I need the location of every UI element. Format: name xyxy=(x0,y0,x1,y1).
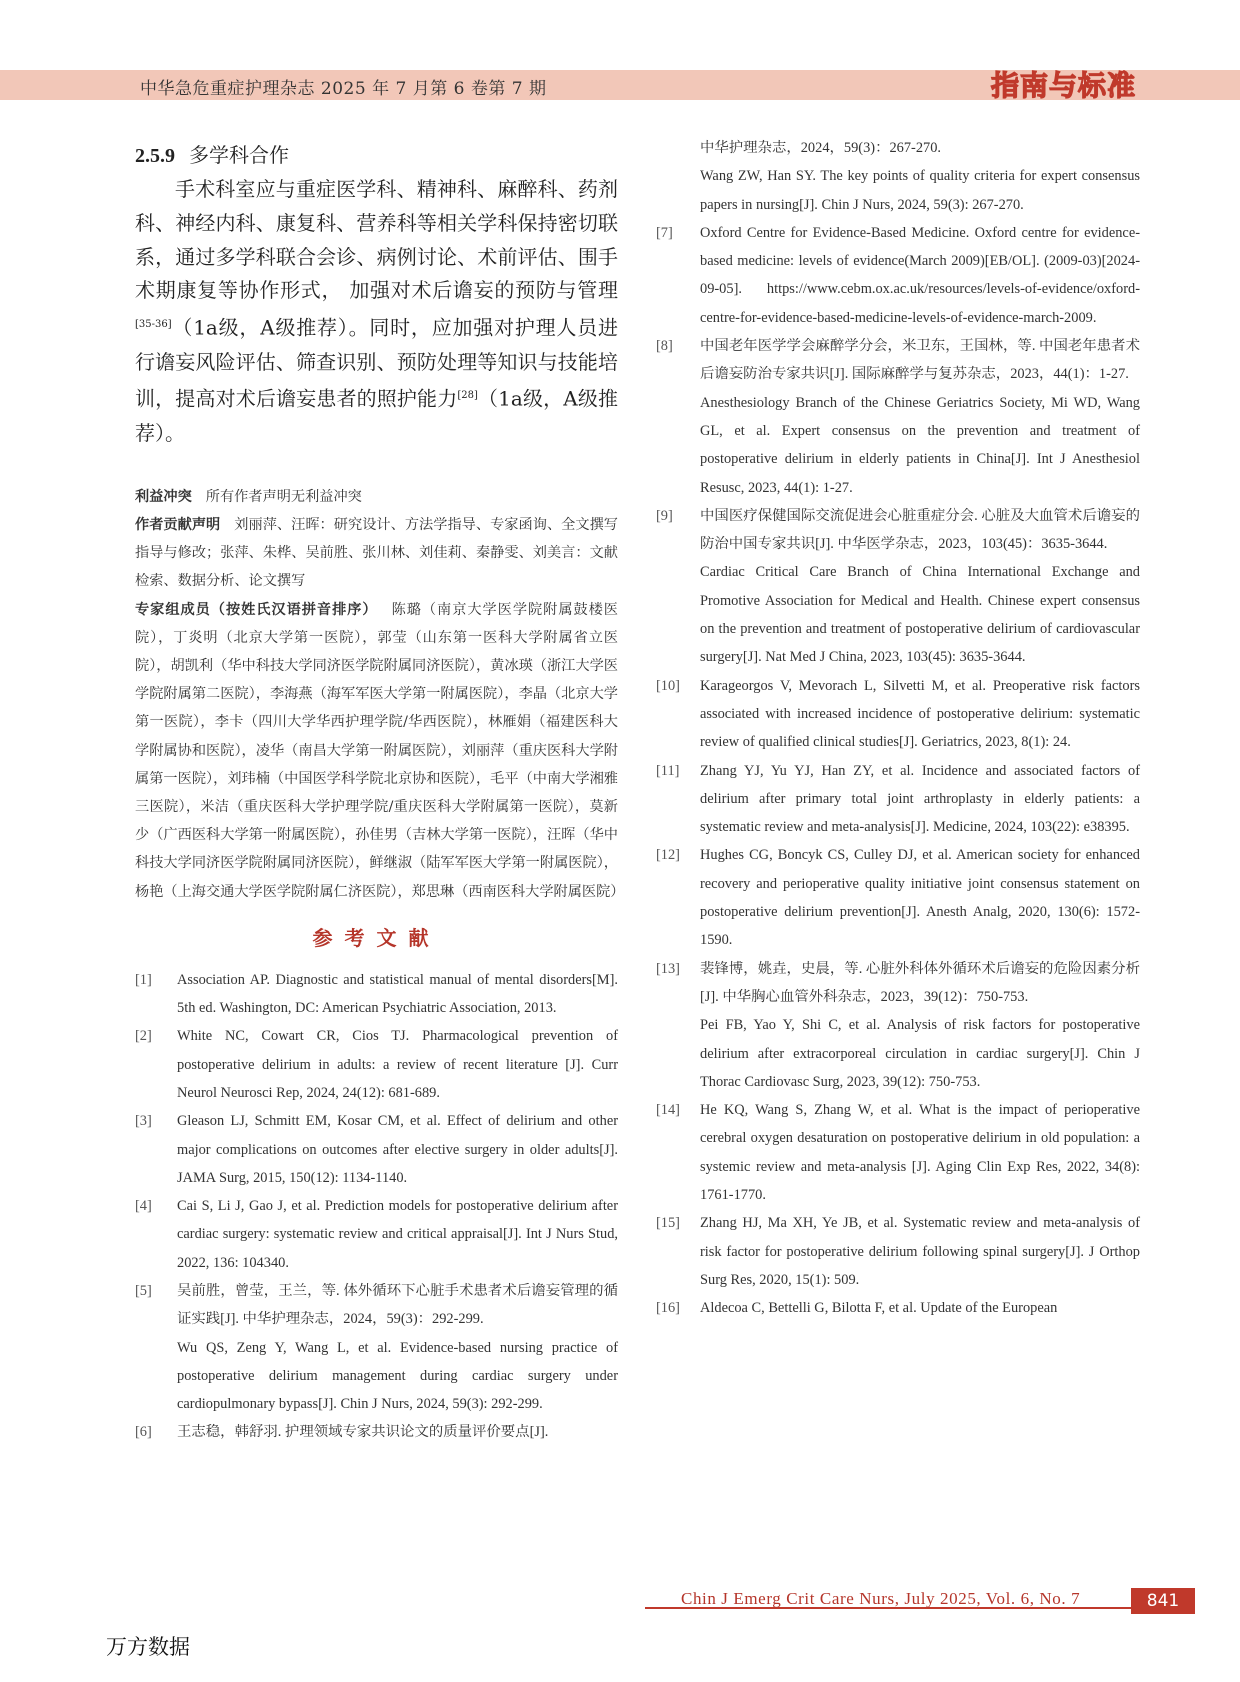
experts-label: 专家组成员（按姓氏汉语拼音排序） xyxy=(135,601,378,618)
reference-text: 裴锋博，姚垚，史晨，等. 心脏外科体外循环术后谵妄的危险因素分析[J]. 中华胸心血管外科杂志，2023，39(12)：750-753. xyxy=(700,960,1140,1005)
reference-item xyxy=(135,1192,618,1277)
section-number: 2.5.9 xyxy=(135,145,175,167)
right-column xyxy=(656,134,1140,1322)
reference-text: Gleason LJ, Schmitt EM, Kosar CM, et al. Effect of delirium and other major complications on outcomes after elective surgery in older adults[J]. JAMA Surg, 2015, 150(12): 1134-1140. xyxy=(177,1113,618,1186)
conflict-text: 所有作者声明无利益冲突 xyxy=(205,488,362,505)
contribution-statement xyxy=(135,511,618,596)
reference-text: Pei FB, Yao Y, Shi C, et al. Analysis of risk factors for postoperative delirium after extracorporeal circulation in cardiac surgery[J]. Chin J Thorac Cardiovasc Surg, 2023, 39(12): 750-753. xyxy=(700,1017,1140,1090)
experts-statement xyxy=(135,596,625,906)
body-text-2: （1a级，A级推荐）。同时，应加强对护理人员进行谵妄风险评估、筛查识别、预防处理等知识与技能培训，提高对术后谵妄患者的照护能力 xyxy=(135,315,618,412)
footer-journal-citation: Chin J Emerg Crit Care Nurs, July 2025, Vol. 6, No. 7 xyxy=(681,1589,1081,1608)
reference-text: 王志稳，韩舒羽. 护理领域专家共识论文的质量评价要点[J]. xyxy=(177,1424,549,1441)
reference-item xyxy=(656,219,1140,332)
reference-text: Anesthesiology Branch of the Chinese Geriatrics Society, Mi WD, Wang GL, et al. Expert consensus on the prevention and treatment of postoperative delirium in elderly patients in China[J]. Int J Anesthesiol Resusc, 2023, 44(1): 1-27. xyxy=(700,394,1140,496)
reference-text: Wu QS, Zeng Y, Wang L, et al. Evidence-based nursing practice of postoperative delirium management during cardiac surgery under cardiopulmonary bypass[J]. Chin J Nurs, 2024, 59(3): 292-299. xyxy=(177,1339,618,1413)
reference-item xyxy=(135,1277,618,1418)
references-list-left xyxy=(135,966,618,1447)
reference-text: He KQ, Wang S, Zhang W, et al. What is the impact of perioperative cerebral oxygen desaturation on postoperative delirium in old population: a systemic review and meta-analysis [J]. Aging Clin Exp Res, 2022, 34(8): 1761-1770. xyxy=(700,1102,1140,1203)
reference-item xyxy=(656,332,1140,502)
body-text-3: （1a级，A级推荐）。 xyxy=(135,387,619,445)
reference-text: 吴前胜，曾莹，王兰，等. 体外循环下心脏手术患者术后谵妄管理的循证实践[J]. 中华护理杂志，2024，59(3)：292-299. xyxy=(177,1283,618,1328)
reference-number: [11] xyxy=(656,762,680,779)
reference-text: Oxford Centre for Evidence-Based Medicine. Oxford centre for evidence-based medicine: levels of evidence(March 2009)[EB/OL]. (2009-03)[2024-09-05]. https://www.cebm.ox.ac.uk/resources/levels-of-evidence/oxford-centre-for-evidence-based-medicine-levels-of-evidence-march-2009. xyxy=(700,224,1140,326)
section-title: 多学科合作 xyxy=(189,143,289,167)
reference-number: [8] xyxy=(656,338,673,355)
reference-item xyxy=(656,1096,1140,1209)
reference-text: Aldecoa C, Bettelli G, Bilotta F, et al. Update of the European xyxy=(700,1300,1058,1317)
reference-6-continued xyxy=(656,134,1140,219)
conflict-statement xyxy=(135,483,618,511)
reference-item xyxy=(656,757,1140,842)
header-section-label: 指南与标准 xyxy=(990,69,1136,102)
references-list-right xyxy=(656,219,1140,1323)
reference-number: [1] xyxy=(135,971,152,988)
section-heading xyxy=(135,140,618,171)
reference-item xyxy=(656,841,1140,954)
reference-text: 中国医疗保健国际交流促进会心脏重症分会. 心脏及大血管术后谵妄的防治中国专家共识[J]. 中华医学杂志，2023，103(45)：3635-3644. xyxy=(700,507,1140,553)
reference-item xyxy=(135,966,618,1023)
citation-28: [28] xyxy=(457,390,478,402)
reference-item xyxy=(135,1107,618,1192)
reference-number: [10] xyxy=(656,677,680,694)
reference-text: Cardiac Critical Care Branch of China International Exchange and Promotive Association for Medical and Health. Chinese expert consensus on the prevention and treatment of postoperative delirium of cardiovascular surgery[J]. Nat Med J China, 2023, 103(45): 3635-3644. xyxy=(700,564,1140,666)
references-title: 参考文献 xyxy=(312,925,441,950)
experts-text: 陈璐（南京大学医学院附属鼓楼医院），丁炎明（北京大学第一医院），郭莹（山东第一医科大学附属省立医院），胡凯利（华中科技大学同济医学院附属同济医院），黄冰瑛（浙江大学医学院附属第二医院），李海燕（海军军医大学第一附属医院），李晶（北京大学第一医院），李卡（四川大学华西护理学院/华西医院），林雁娟（福建医科大学附属协和医院），凌华（南昌大学第一附属医院），刘丽萍（重庆医科大学附属第一医院），刘玮楠（中国医学科学院北京协和医院），毛平（中南大学湘雅三医院），米洁（重庆医科大学护理学院/重庆医科大学附属第一医院），莫新少（广西医科大学第一附属医院），孙佳男（吉林大学第一医院），汪晖（华中科技大学同济医学院附属同济医院），鲜继淑（陆军军医大学第一附属医院），杨艳（上海交通大学医学院附属仁济医院），郑思琳（西南医科大学附属医院） xyxy=(135,601,625,900)
body-text-1: 手术科室应与重症医学科、精神科、麻醉科、药剂科、神经内科、康复科、营养科等相关学科保持密切联系，通过多学科联合会诊、病例讨论、术前评估、围手术期康复等协作形式， 加强对术后谵妄的预防与管理 xyxy=(135,177,618,303)
reference-item xyxy=(656,672,1140,757)
watermark: 万方数据 xyxy=(106,1635,190,1659)
citation-35-36: [35-36] xyxy=(135,319,172,331)
reference-number: [12] xyxy=(656,847,680,864)
contribution-text: 刘丽萍、汪晖：研究设计、方法学指导、专家函询、全文撰写指导与修改；张萍、朱桦、吴前胜、张川林、刘佳莉、秦静雯、刘美言：文献检索、数据分析、论文撰写 xyxy=(135,516,618,590)
reference-item xyxy=(135,1022,618,1107)
reference-number: [3] xyxy=(135,1113,152,1130)
reference-text: 中华护理杂志，2024，59(3)：267-270. xyxy=(700,140,942,156)
reference-text: Karageorgos V, Mevorach L, Silvetti M, et al. Preoperative risk factors associated with increased incidence of postoperative delirium: systematic review of qualified clinical studies[J]. Geriatrics, 2023, 8(1): 24. xyxy=(700,677,1140,751)
reference-number: [9] xyxy=(656,507,673,524)
reference-text: Zhang HJ, Ma XH, Ye JB, et al. Systematic review and meta-analysis of risk factor for postoperative delirium following spinal surgery[J]. J Orthop Surg Res, 2020, 15(1): 509. xyxy=(700,1215,1140,1288)
reference-item xyxy=(135,1418,618,1446)
contribution-label: 作者贡献声明 xyxy=(135,516,221,533)
reference-number: [5] xyxy=(135,1283,152,1299)
reference-item xyxy=(656,1209,1140,1294)
conflict-label: 利益冲突 xyxy=(135,488,192,505)
reference-number: [4] xyxy=(135,1198,152,1215)
reference-text: 中国老年医学学会麻醉学分会，米卫东，王国林，等. 中国老年患者术后谵妄防治专家共识[J]. 国际麻醉学与复苏杂志，2023，44(1)：1-27. xyxy=(700,338,1140,383)
reference-text: Wang ZW, Han SY. The key points of quality criteria for expert consensus papers in nursing[J]. Chin J Nurs, 2024, 59(3): 267-270. xyxy=(700,168,1140,213)
section-body xyxy=(135,173,618,451)
reference-text: White NC, Cowart CR, Cios TJ. Pharmacological prevention of postoperative delirium in adults: a review of recent literature [J]. Curr Neurol Neurosci Rep, 2024, 24(12): 681-689. xyxy=(177,1028,618,1101)
left-column xyxy=(135,140,625,1447)
page-number: 841 xyxy=(1131,1588,1195,1614)
reference-number: [2] xyxy=(135,1028,152,1045)
reference-item xyxy=(656,955,1140,1096)
reference-text: Cai S, Li J, Gao J, et al. Prediction models for postoperative delirium after cardiac surgery: systematic review and critical appraisal[J]. Int J Nurs Stud, 2022, 136: 104340. xyxy=(177,1198,618,1271)
reference-item xyxy=(656,502,1140,672)
reference-number: [13] xyxy=(656,960,680,977)
reference-item xyxy=(656,1294,1140,1322)
reference-number: [6] xyxy=(135,1424,152,1441)
reference-number: [15] xyxy=(656,1215,680,1232)
reference-number: [14] xyxy=(656,1102,680,1119)
reference-text: Hughes CG, Boncyk CS, Culley DJ, et al. American society for enhanced recovery and perioperative quality initiative joint consensus statement on postoperative delirium prevention[J]. Anesth Analg, 2020, 130(6): 1572-1590. xyxy=(700,847,1140,949)
declarations xyxy=(135,483,625,906)
reference-text: Zhang YJ, Yu YJ, Han ZY, et al. Incidence and associated factors of delirium after primary total joint arthroplasty in elderly patients: a systematic review and meta-analysis[J]. Medicine, 2024, 103(22): e38395. xyxy=(700,762,1140,836)
reference-number: [7] xyxy=(656,224,673,241)
header-journal-title: 中华急危重症护理杂志 2025 年 7 月第 6 卷第 7 期 xyxy=(140,79,547,99)
reference-number: [16] xyxy=(656,1300,680,1317)
reference-text: Association AP. Diagnostic and statistical manual of mental disorders[M]. 5th ed. Washington, DC: American Psychiatric Association, 2013. xyxy=(177,971,618,1017)
